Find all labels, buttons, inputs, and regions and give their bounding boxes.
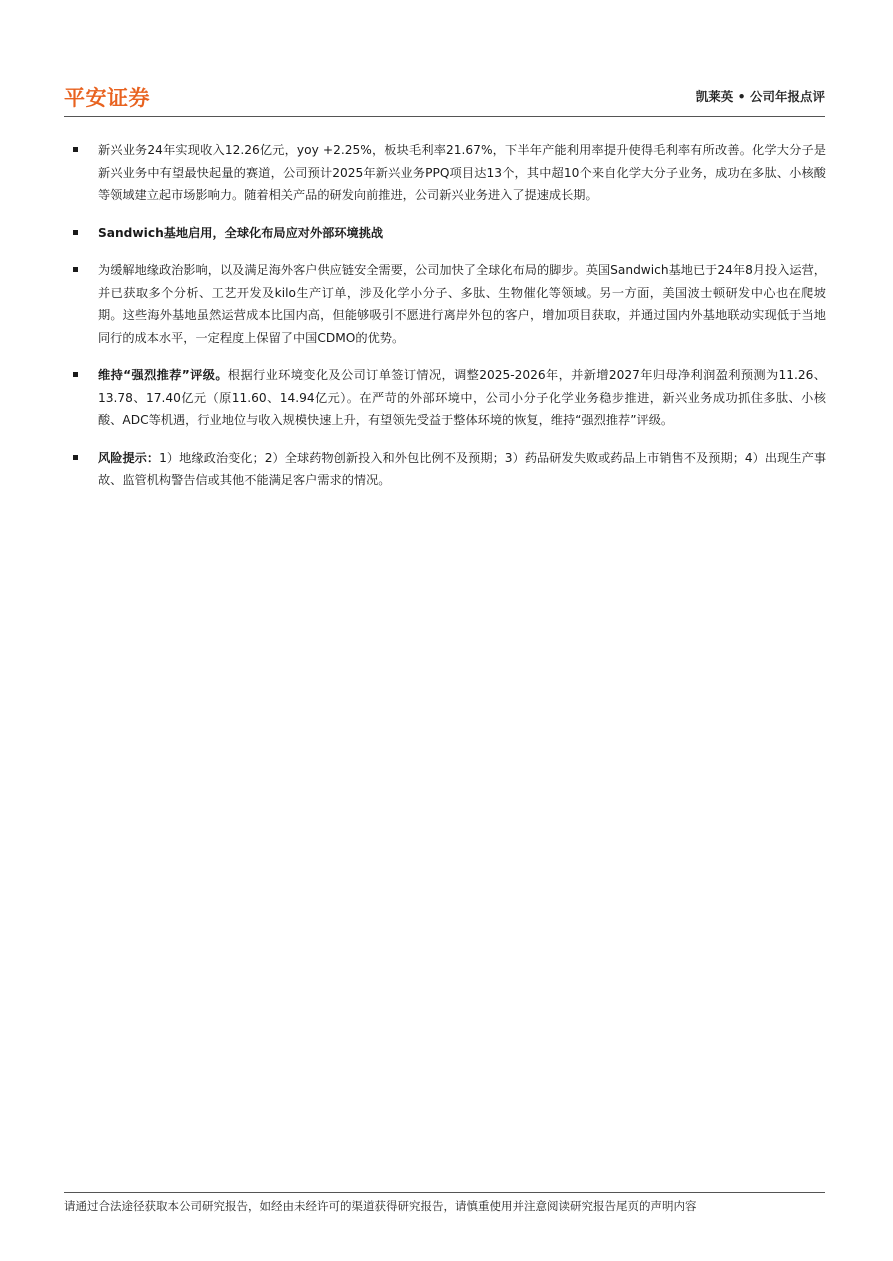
bullet-text: 根据行业环境变化及公司订单签订情况，调整2025-2026年，并新增2027年归母净利润盈利预测为11.26、13.78、17.40亿元（原11.60、14.94亿元）。在严苛的外部环境中，公司小分子化学业务稳步推进，新兴业务成功抓住多肽、小核酸、ADC等机遇，行业地位与收入规模快速上升，有望领先受益于整体环境的恢复，维持“强烈推荐”评级。 <box>98 368 826 427</box>
page-footer <box>64 1192 825 1214</box>
bullet-lead: 风险提示： <box>98 450 160 465</box>
bullet-text: 为缓解地缘政治影响，以及满足海外客户供应链安全需要，公司加快了全球化布局的脚步。英国Sandwich基地已于24年8月投入运营，并已获取多个分析、工艺开发及kilo生产订单，涉及化学小分子、多肽、生物催化等领域。另一方面，美国波士顿研发中心也在爬坡期。这些海外基地虽然运营成本比国内高，但能够吸引不愿进行离岸外包的客户，增加项目获取，并通过国内外基地联动实现低于当地同行的成本水平，一定程度上保留了中国CDMO的优势。 <box>98 263 826 345</box>
bullet-text: 新兴业务24年实现收入12.26亿元，yoy +2.25%，板块毛利率21.67%，下半年产能利用率提升使得毛利率有所改善。化学大分子是新兴业务中有望最快起量的赛道，公司预计2025年新兴业务PPQ项目达13个，其中超10个来自化学大分子业务，成功在多肽、小核酸等领域建立起市场影响力。随着相关产品的研发向前推进，公司新兴业务进入了提速成长期。 <box>98 143 826 202</box>
square-bullet-icon <box>73 372 78 377</box>
bullet-lead: Sandwich基地启用，全球化布局应对外部环境挑战 <box>98 225 384 240</box>
section-heading-sandwich <box>64 222 826 245</box>
company-logo: 平安证券 <box>64 86 150 110</box>
square-bullet-icon <box>73 147 78 152</box>
report-body <box>64 139 826 507</box>
bullet-risk <box>64 447 826 492</box>
report-tag: 凯莱英 • 公司年报点评 <box>695 89 825 104</box>
footer-disclaimer: 请通过合法途径获取本公司研究报告，如经由未经许可的渠道获得研究报告，请慎重使用并注意阅读研究报告尾页的声明内容 <box>64 1199 697 1213</box>
bullet-rating <box>64 364 826 432</box>
bullet-text: 1）地缘政治变化；2）全球药物创新投入和外包比例不及预期；3）药品研发失败或药品上市销售不及预期；4）出现生产事故、监管机构警告信或其他不能满足客户需求的情况。 <box>98 450 827 487</box>
bullet-globalization <box>64 259 826 349</box>
square-bullet-icon <box>73 455 78 460</box>
bullet-lead: 维持“强烈推荐”评级。 <box>98 368 228 382</box>
bullet-emerging-business <box>64 139 826 207</box>
page-header <box>64 78 825 117</box>
square-bullet-icon <box>73 230 78 235</box>
square-bullet-icon <box>73 267 78 272</box>
